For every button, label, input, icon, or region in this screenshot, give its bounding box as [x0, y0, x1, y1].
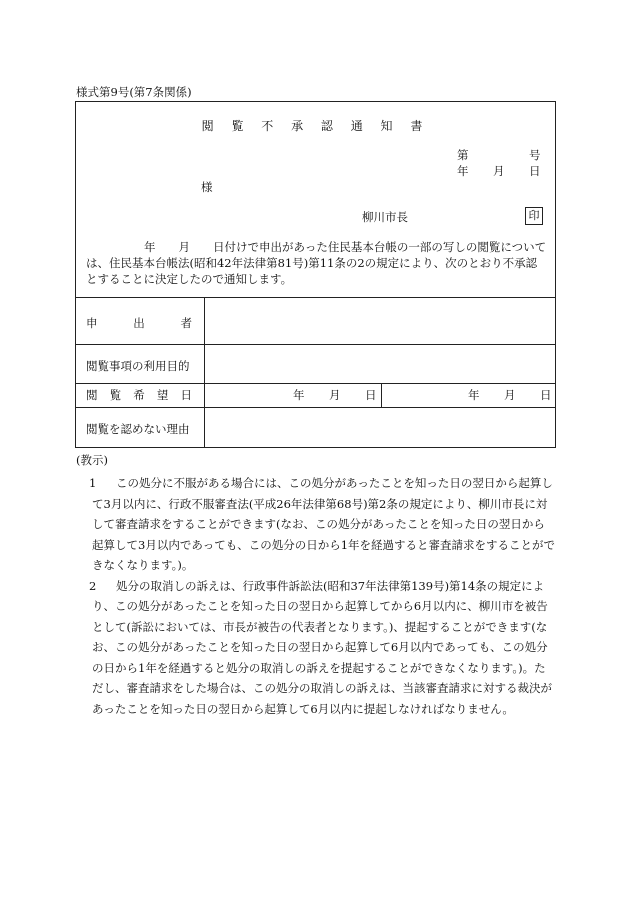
row-divider-3 [76, 407, 555, 408]
to-day: 日 [540, 388, 552, 402]
notice-body [86, 239, 548, 287]
date-range-divider [381, 383, 382, 407]
issue-date-year: 年 [457, 164, 469, 178]
issuer-name: 柳川市長 [362, 210, 408, 224]
number-label-dai: 第 [457, 148, 469, 162]
applicant-char-1: 申 [86, 316, 98, 330]
instruction-item [76, 473, 556, 576]
desired-date-char-3: 希 [133, 388, 145, 402]
row-label-purpose: 閲覧事項の利用目的 [86, 359, 190, 373]
notice-body-text: 年 月 日付けで申出があった住民基本台帳の一部の写しの閲覧については、住民基本台帳法(昭和42年法律第81号)第11条の2の規定により、次のとおり不承認とすることに決定したので通知します。 [86, 240, 547, 286]
label-column-divider [204, 297, 205, 448]
to-month: 月 [504, 388, 516, 402]
desired-date-char-4: 望 [156, 388, 169, 402]
applicant-char-3: 者 [180, 316, 192, 330]
instruction-text: 処分の取消しの訴えは、行政事件訴訟法(昭和37年法律第139号)第14条の規定により、この処分があったことを知った日の翌日から起算してから6月以内に、柳川市を被告として(訴訟においては、市長が被告の代表者となります。)、提起することができます(なお、この処分があったことを知った日の翌日から起算して6月以内であっても、この処分の日から1年を経過すると処分の取消しの訴えを提起することができなくなります。)。ただし、審査請求をした場合は、この処分の取消しの訴えは、当該審査請求に対する裁決があったことを知った日の翌日から起算して6月以内に提起しなければなりません。 [92, 578, 552, 716]
desired-date-char-1: 閲 [86, 388, 98, 402]
instruction-item [76, 576, 556, 720]
document-title: 閲 覧 不 承 認 通 知 書 [201, 119, 430, 133]
instruction-text: この処分に不服がある場合には、この処分があったことを知った日の翌日から起算して3月以内に、行政不服審査法(平成26年法律第68号)第2条の規定により、柳川市長に対して審査請求をすることができます(なお、この処分があったことを知った日の翌日から起算して3月以内であっても、この処分の日から1年を経過すると審査請求をすることができなくなります。)。 [92, 476, 556, 572]
seal-mark: 印 [525, 207, 543, 225]
row-label-reason: 閲覧を認めない理由 [86, 422, 190, 436]
desired-date-char-2: 覧 [109, 388, 122, 402]
addressee-suffix: 様 [201, 180, 213, 194]
desired-date-char-5: 日 [180, 388, 192, 402]
from-month: 月 [329, 388, 341, 402]
form-number: 様式第9号(第7条関係) [76, 85, 192, 99]
instruction-number: 1 [89, 476, 97, 490]
details-table [75, 297, 556, 448]
row-divider-2 [76, 383, 555, 384]
instructions-header: (教示) [76, 453, 108, 467]
to-year: 年 [468, 388, 480, 402]
from-day: 日 [365, 388, 377, 402]
row-label-desired-date [86, 387, 192, 403]
issue-date-month: 月 [493, 164, 505, 178]
row-label-applicant [86, 315, 192, 331]
instructions-section [76, 451, 556, 719]
table-top-border [76, 297, 555, 298]
issue-date-day: 日 [529, 164, 541, 178]
instruction-number: 2 [89, 578, 97, 593]
applicant-char-2: 出 [133, 316, 145, 330]
row-divider-1 [76, 344, 555, 345]
number-label-go: 号 [529, 148, 541, 162]
from-year: 年 [293, 388, 305, 402]
